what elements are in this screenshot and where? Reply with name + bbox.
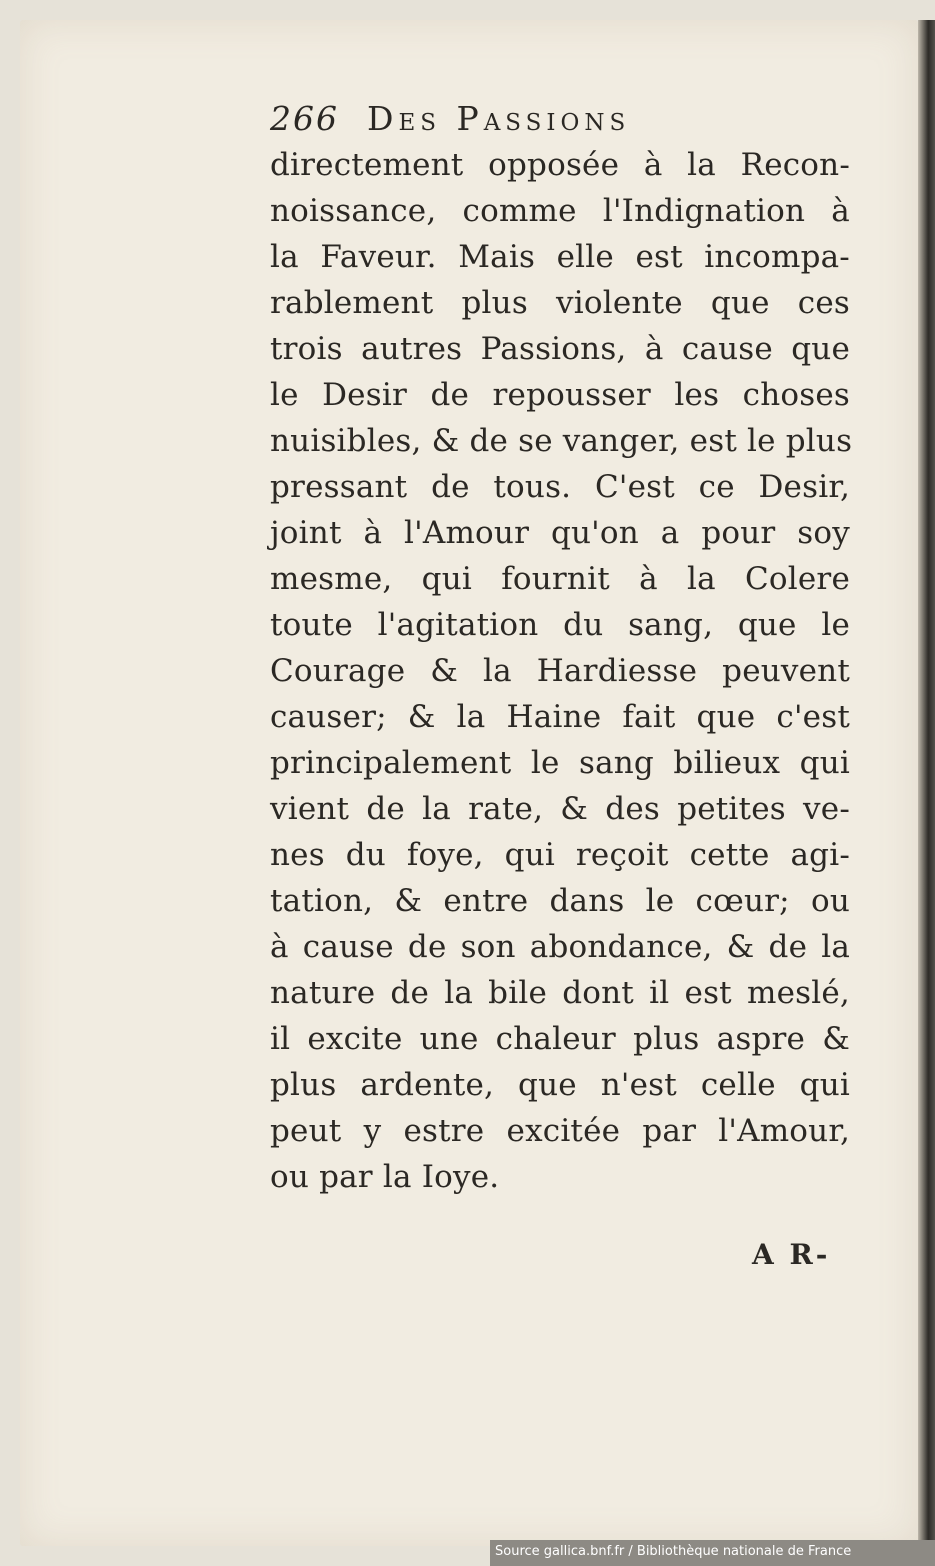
text-line: pressant de tous. C'est ce Desir, (270, 469, 850, 505)
text-line: rablement plus violente que ces (270, 285, 850, 321)
text-line: ou par la Ioye. (270, 1159, 500, 1195)
running-head (270, 96, 850, 142)
page-text-block (270, 96, 853, 1200)
text-line: la Faveur. Mais elle est incompa- (270, 239, 850, 275)
text-line: le Desir de repousser les choses (270, 377, 850, 413)
text-line: peut y estre excitée par l'Amour, (270, 1113, 850, 1149)
page-number: 266 (270, 99, 339, 138)
text-line: mesme, qui fournit à la Colere (270, 561, 850, 597)
source-credit: Source gallica.bnf.fr / Bibliothèque nationale de France (495, 1544, 852, 1559)
text-line: nuisibles, & de se vanger, est le plus (270, 423, 853, 459)
text-line: principalement le sang bilieux qui (270, 745, 850, 781)
book-binding-edge (918, 20, 935, 1546)
text-line: vient de la rate, & des petites ve- (270, 791, 850, 827)
running-head-title: Des Passions (367, 99, 631, 138)
text-line: joint à l'Amour qu'on a pour soy (270, 515, 850, 551)
text-line: causer; & la Haine fait que c'est (270, 699, 850, 735)
catchword: A R- (752, 1238, 831, 1271)
text-line: noissance, comme l'Indignation à (270, 193, 850, 229)
text-line: directement opposée à la Recon- (270, 147, 850, 183)
text-line: trois autres Passions, à cause que (270, 331, 850, 367)
text-line: il excite une chaleur plus aspre & (270, 1021, 850, 1057)
text-line: Courage & la Hardiesse peuvent (270, 653, 850, 689)
text-line: toute l'agitation du sang, que le (270, 607, 850, 643)
text-line: nature de la bile dont il est meslé, (270, 975, 850, 1011)
text-line: à cause de son abondance, & de la (270, 929, 850, 965)
text-line: tation, & entre dans le cœur; ou (270, 883, 850, 919)
body-text (270, 142, 853, 1200)
text-line: nes du foye, qui reçoit cette agi- (270, 837, 850, 873)
text-line: plus ardente, que n'est celle qui (270, 1067, 850, 1103)
